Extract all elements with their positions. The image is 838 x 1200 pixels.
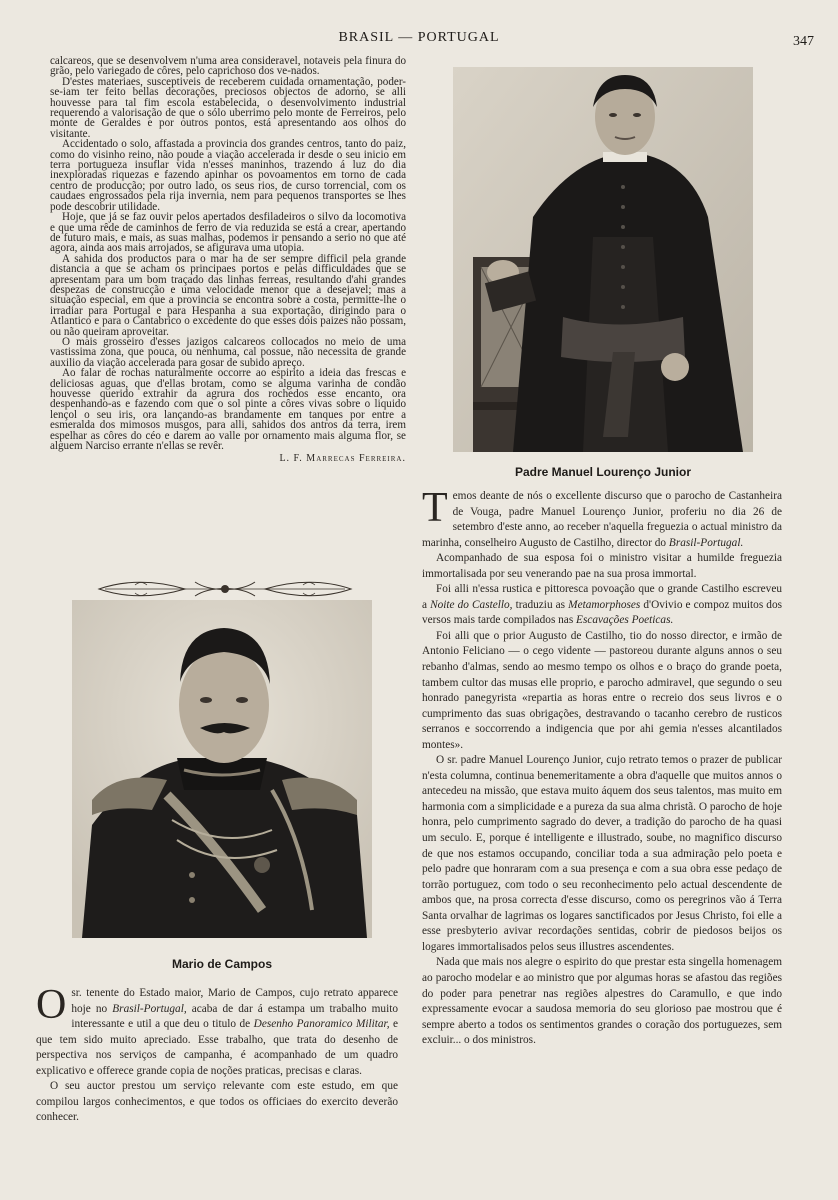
article-paragraph: Accidentado o solo, affastada a provincia dos grandes centros, tanto do paiz, como do visinho reino, não poude a viação accelerada ir desde o seu inicio em terra portugueza insuflar vida n'esses maninhos, trazendo á luz do dia inexploradas riquezas e fazendo apinhar os povoamentos em torno de cada centro de producção; por outro lado, os seus rios, de curso torrencial, com os caudaes engrossados pela rija invernia, nem para pequenos transportes se lhes pode descobrir utilidade. — [50, 138, 406, 213]
text-span: acaba de dar á estampa um trabalho muito interessante e util a que deu o titulo de — [71, 1002, 398, 1031]
article-paragraph: O mais grosseiro d'esses jazigos calcareos collocados no meio de uma vastissima zona, que pouca, ou nenhuma, cal possue, não necessita de grande auxilio da viação accelerada para gosar de subido apreço. — [50, 335, 406, 369]
italic-title: Metamorphoses — [568, 598, 641, 611]
portrait-padre-manuel — [453, 67, 753, 452]
page-number: 347 — [793, 34, 814, 49]
running-head: BRASIL — PORTUGAL — [338, 30, 500, 45]
right-article — [422, 485, 782, 1049]
text-span: e que tem sido muito apreciado. Esse trabalho, que trata do desenho de perspectiva nos serviços de campanha, é acompanhado de um quadro explicativo e offerece grande copia de noções praticas, precisas e claras. — [36, 1018, 399, 1077]
italic-title: Brasil-Portugal. — [668, 536, 744, 549]
article-paragraph: Hoje, que já se faz ouvir pelos apertados desfiladeiros o silvo da locomotiva e que uma rêde de caminhos de ferro de via reduzida se está a crear, apertando de futuro mais, e mais, as suas malhas, podemos ir pensando a serio no que até agora, ainda aos mais arrojados, se afigurava uma utopia. — [50, 211, 406, 255]
article-paragraph — [422, 485, 782, 551]
article-paragraph: calcareos, que se desenvolvem n'uma area consideravel, notaveis pela finura do grão, pelo variegado de côres, pelo caprichoso dos ve-nados. — [50, 55, 406, 78]
italic-title: Brasil-Portugal, — [112, 1002, 187, 1015]
portrait-caption: Mario de Campos — [171, 957, 273, 971]
text-span: sr. tenente do Estado maior, Mario de Campos, cujo retrato apparece hoje no — [71, 987, 398, 1015]
article-paragraph: Foi alli que o prior Augusto de Castilho, tio do nosso director, e irmão de Antonio Feliciano — o cego vidente — pastoreou durante alguns annos o seu rebanho d'almas, sendo ao mesmo tempo os olhos e o braço do grande poeta, tambem cultor das musas elle proprio, e parocho admiravel, que segundo o seu honrado panegyrista «repartia as horas entre o recreio dos seus livros e o cumprimento das suas obrigações, destravando o tacanho cerebro de rusticos serranos e soccorrendo a indigencia que por ahi gemia n'esses alcantilados montes». — [422, 629, 782, 751]
article-paragraph: Acompanhado de sua esposa foi o ministro visitar a humilde freguezia immortalisada por seu venerando pae na sua prosa immortal. — [422, 552, 782, 580]
text-span: Foi alli n'essa rustica e pittoresca povoação que o grande Castilho escreveu a — [422, 583, 782, 611]
italic-title: Escavações Poeticas. — [576, 614, 674, 627]
article-paragraph: A sahida dos productos para o mar ha de ser sempre difficil pela grande distancia a que se acham os principaes portos e pelas difficuldades que se apresentam para um bom traçado das linhas ferreas, resultando d'ahi grandes despezas de construcção e uma velocidade menor que a desejavel; mas a situação especial, em que a provincia se encontra sobre a costa, permitte-lhe o irradiar para Portugal e para Hespanha a sua exportação, dirigindo para o Atlantico e para o Cantabrico o excedente do que esses dois paizes não possam, ou não queiram aproveitar. — [50, 252, 406, 338]
ornament-divider — [95, 578, 355, 600]
portrait-caption: Padre Manuel Lourenço Junior — [514, 465, 692, 479]
drop-cap: T — [422, 485, 448, 531]
article-paragraph — [422, 582, 782, 629]
text-span: d'Ovivio e compoz muitos dos versos mais tarde compilados nas — [422, 598, 782, 627]
left-bottom-article — [36, 982, 399, 1126]
article-paragraph: O seu auctor prestou um serviço relevante com este estudo, em que compilou largos conhecimentos, e que todos os officiaes do exercito deverão conhecer. — [36, 1080, 398, 1124]
italic-title: Noite do Castello, — [430, 598, 513, 611]
portrait-mario-de-campos — [72, 600, 372, 938]
article-paragraph: Ao falar de rochas naturalmente occorre ao espirito a ideia das frescas e deliciosas aguas, que d'ellas brotam, como se alguma varinha de condão houvesse querido extrahir da agrura dos rochedos esse encanto, ora despenhando-as e fazendo com que o sol pinte a côres vivas sobre o liquido lençol o seu iris, ora lançando-as brandamente em tanques por entre a esmeralda dos mimosos musgos, para alli, sahidos dos antros da terra, irem espelhar as côres do céo e darem ao valle por ornamento mais alguma flor, se alguem Narciso errante n'ellas se revêr. — [50, 367, 406, 453]
text-span: traduziu as — [512, 598, 569, 611]
article-paragraph: Nada que mais nos alegre o espirito do que prestar esta singella homenagem ao parocho modelar e ao ministro que por algumas horas se afastou das regiões do poder para penetrar nas regiões alpestres do Caramullo, e que indo expressamente evocar a saudosa memoria do seu glorioso pae mostrou que é sempre aberto a todos os sentimentos grandes o coração dos portuguezes, sem excluir... o dos ministros. — [422, 956, 782, 1047]
portrait-image — [453, 67, 753, 452]
author-signature: L. F. Marrecas Ferreira. — [279, 453, 406, 465]
left-article — [50, 56, 406, 464]
article-paragraph — [36, 982, 399, 1079]
text-span: emos deante de nós o excellente discurso que o parocho de Castanheira de Vouga, padre Manuel Lourenço Junior, proferiu no dia 26 de setembro d'este anno, ao receber n'aquella freguezia o actual ministro da marinha, conselheiro Augusto de Castilho, director do — [422, 490, 782, 549]
drop-cap: O — [36, 982, 67, 1028]
article-paragraph: D'estes materiaes, susceptiveis de receberem cuidada ornamentação, poder-se-iam ter feito bellas decorações, preciosos objectos de adorno, se alli houvesse para tal fim escola estabelecida, o desenvolvimento industrial requerendo a valorisação de que o sólo uberrimo pelo monte de Ferreiros, pelo monte de Geraldes e por outros pontos, está apresentando aos olhos do visitante. — [50, 75, 406, 140]
article-paragraph: O sr. padre Manuel Lourenço Junior, cujo retrato temos o prazer de publicar n'esta columna, continua benemeritamente a obra d'aquelle que muitos annos o antecedeu na missão, que estava muito áquem dos seus talentos, mas muito em harmonia com a simplicidade e a pureza da sua alma christã. O parocho de hoje honra, pelo cumprimento sagrado do dever, a tradição do parocho de ha quasi um seculo. E, porque é intelligente e illustrado, soube, no magnifico discurso de que nos estamos occupando, conciliar toda a sua admiração pelo poeta e pelo padre que honraram com a sua presença e com a sua obra esse pedaço de torrão portuguez, com todo o seu reconhecimento pelo actual descendente de ambos que, na prosa correcta d'esse discurso, como os peregrinos vão á Terra Santa orvalhar de lagrimas os logares sanctificados por Jesus Christo, foi elle a esse presbyterio avivar recordações sentidas, cobrir de piedosos beijos os logares immortalisados pelos seus illustres ascendentes. — [422, 754, 782, 953]
portrait-image — [72, 600, 372, 938]
italic-title: Desenho Panoramico Militar, — [253, 1018, 390, 1031]
